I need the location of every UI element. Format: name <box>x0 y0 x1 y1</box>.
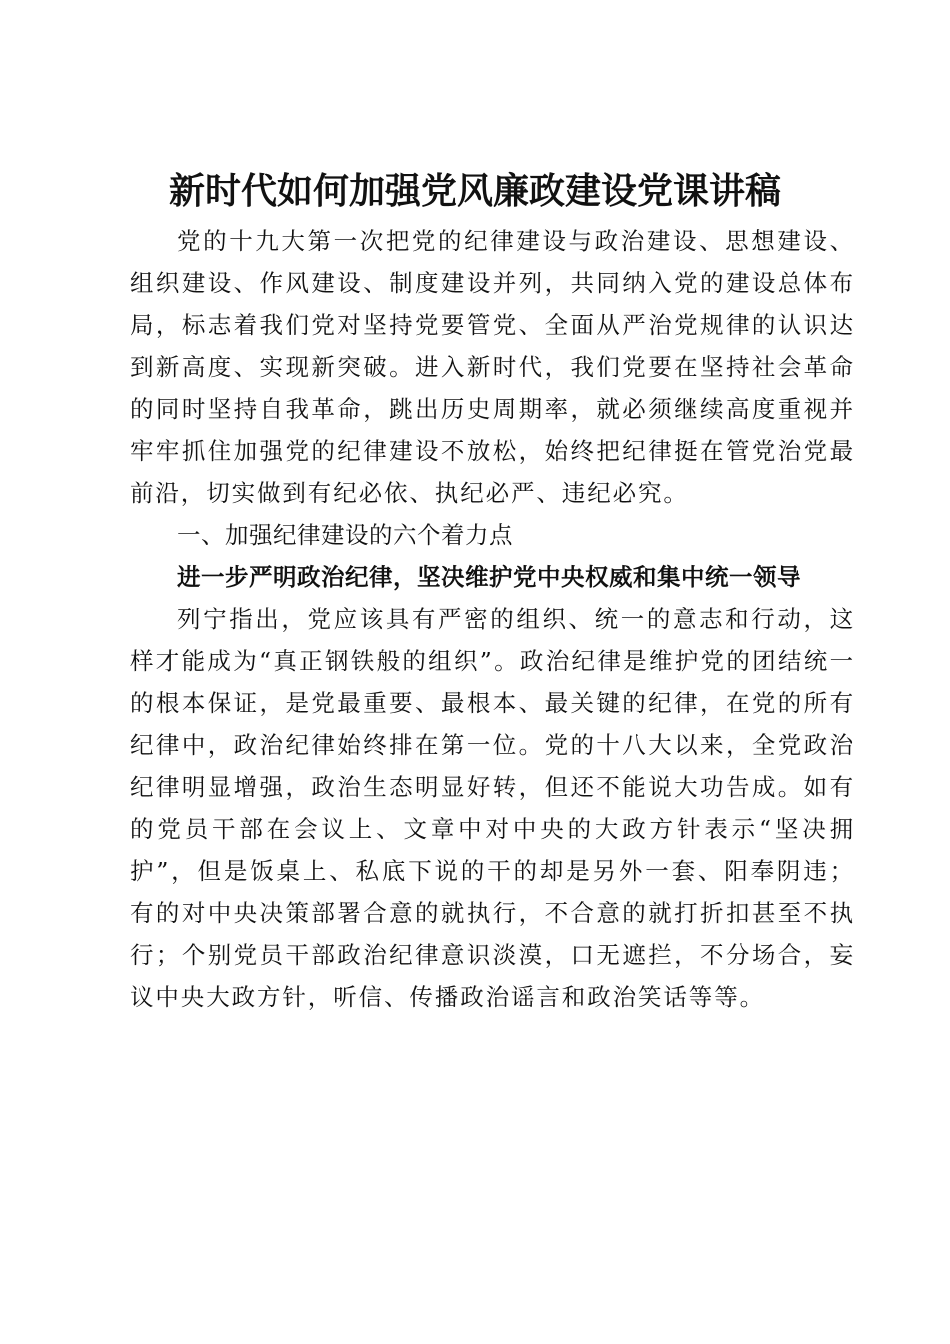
body-paragraph: 列宁指出，党应该具有严密的组织、统一的意志和行动，这样才能成为“真正钢铁般的组织”。政治纪律是维护党的团结统一的根本保证，是党最重要、最根本、最关键的纪律，在党的所有纪律中，政治纪律始终排在第一位。党的十八大以来，全党政治纪律明显增强，政治生态明显好转，但还不能说大功告成。如有的党员干部在会议上、文章中对中央的大政方针表示“坚决拥护”，但是饭桌上、私底下说的干的却是另外一套、阳奉阴违；有的对中央决策部署合意的就执行，不合意的就打折扣甚至不执行；个别党员干部政治纪律意识淡漠，口无遮拦，不分场合，妄议中央大政方针，听信、传播政治谣言和政治笑话等等。 <box>130 605 855 1011</box>
subsection-heading: 进一步严明政治纪律，坚决维护党中央权威和集中统一领导 <box>177 563 801 591</box>
document-title: 新时代如何加强党风廉政建设党课讲稿 <box>168 170 781 212</box>
section-heading: 一、加强纪律建设的六个着力点 <box>177 521 513 549</box>
document-body <box>130 220 855 1018</box>
intro-paragraph: 党的十九大第一次把党的纪律建设与政治建设、思想建设、组织建设、作风建设、制度建设并列，共同纳入党的建设总体布局，标志着我们党对坚持党要管党、全面从严治党规律的认识达到新高度、实现新突破。进入新时代，我们党要在坚持社会革命的同时坚持自我革命，跳出历史周期率，就必须继续高度重视并牢牢抓住加强党的纪律建设不放松，始终把纪律挺在管党治党最前沿，切实做到有纪必依、执纪必严、违纪必究。 <box>130 227 855 507</box>
